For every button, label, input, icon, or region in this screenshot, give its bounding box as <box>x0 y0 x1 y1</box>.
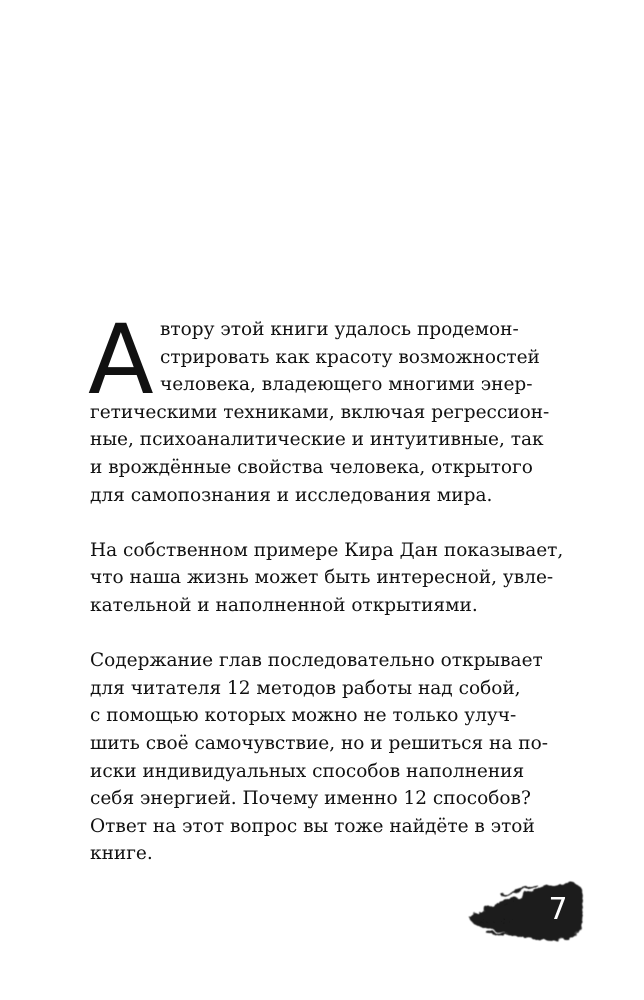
text-line: с помощью которых можно не только улуч- <box>90 705 517 727</box>
text-line: Содержание глав последовательно открывает <box>90 650 543 672</box>
text-line: гетическими техниками, включая регрессион- <box>90 401 550 423</box>
page-number: 7 <box>548 892 568 927</box>
text-line: человека, владеющего многими энер- <box>160 374 533 396</box>
text-line: шить своё самочувствие, но и решиться на по- <box>90 732 549 754</box>
text-line: и врождённые свойства человека, открытого <box>90 456 533 478</box>
text-line: втору этой книги удалось продемон- <box>160 319 519 340</box>
paragraph-3 <box>90 647 549 868</box>
text-line: книге. <box>90 843 153 865</box>
text-line: Ответ на этот вопрос вы тоже найдёте в этой <box>90 815 535 837</box>
text-line: для самопознания и исследования мира. <box>90 484 493 506</box>
paragraph-gap <box>90 509 504 537</box>
intro-paragraph <box>88 304 550 509</box>
drop-cap-letter: А <box>88 304 154 416</box>
text-line: иски индивидуальных способов наполнения <box>90 760 525 782</box>
text-line: На собственном примере Кира Дан показывает, <box>90 539 564 561</box>
text-line: для читателя 12 методов работы над собой, <box>90 677 521 699</box>
text-line: что наша жизнь может быть интересной, увле- <box>90 567 554 589</box>
paragraph-2 <box>90 537 564 620</box>
text-line: себя энергией. Почему именно 12 способов? <box>90 788 531 810</box>
page-number-badge <box>462 876 588 948</box>
text-line: стрировать как красоту возможностей <box>160 346 540 368</box>
paragraph-gap <box>90 620 504 648</box>
text-line: ные, психоаналитические и интуитивные, так <box>90 429 544 451</box>
text-line: кательной и наполненной открытиями. <box>90 594 478 616</box>
body-text <box>88 304 564 868</box>
